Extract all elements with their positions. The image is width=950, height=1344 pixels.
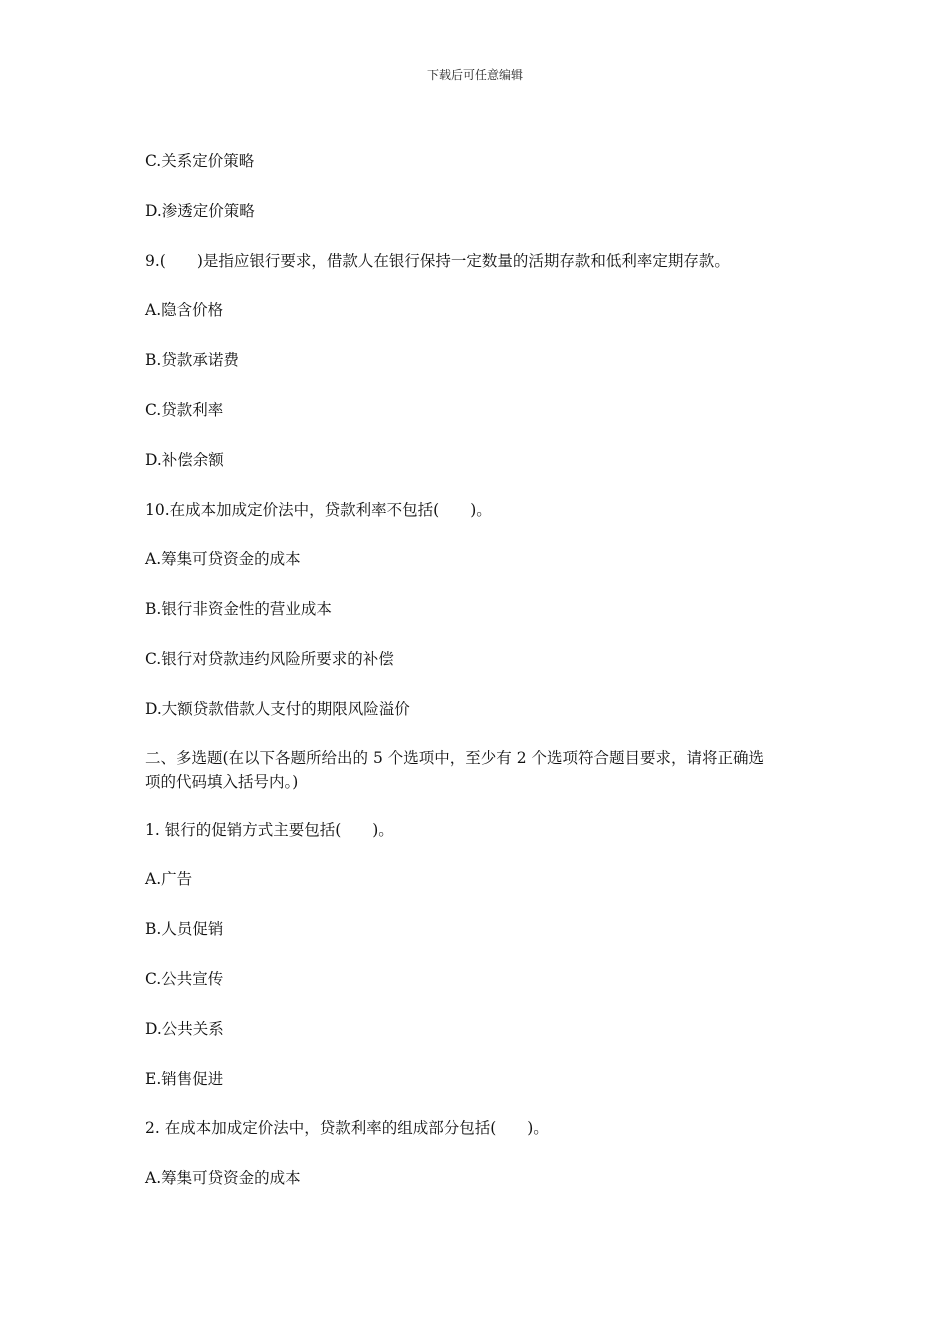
q9-option-a: A.隐含价格 <box>145 301 224 320</box>
q10-option-a: A.筹集可贷资金的成本 <box>145 550 301 569</box>
mc-q1-option-a: A.广告 <box>145 870 193 889</box>
mc-q1-option-b: B.人员促销 <box>145 920 224 939</box>
option-c-relationship-pricing: C.关系定价策略 <box>145 152 255 170</box>
question-9: 9.( )是指应银行要求，借款人在银行保持一定数量的活期存款和低利率定期存款。 <box>145 251 730 270</box>
mc-q1-option-c: C.公共宣传 <box>145 969 224 988</box>
question-10: 10.在成本加成定价法中，贷款利率不包括( )。 <box>145 500 492 519</box>
q9-option-b: B.贷款承诺费 <box>145 351 239 370</box>
mc-question-2: 2. 在成本加成定价法中，贷款利率的组成部分包括( )。 <box>145 1119 549 1138</box>
page-header: 下载后可任意编辑 <box>426 68 523 82</box>
mc-q1-option-d: D.公共关系 <box>145 1019 224 1038</box>
document-body <box>145 148 815 1215</box>
q10-option-d: D.大额贷款借款人支付的期限风险溢价 <box>145 699 410 718</box>
q9-option-c: C.贷款利率 <box>145 400 224 419</box>
section-heading-line-1: 二、多选题(在以下各题所给出的 5 个选项中，至少有 2 个选项符合题目要求，请将正确选 <box>145 748 764 767</box>
mc-q1-option-e: E.销售促进 <box>145 1069 224 1088</box>
section-heading-multiple-choice <box>145 746 815 794</box>
q10-option-c: C.银行对贷款违约风险所要求的补偿 <box>145 649 394 668</box>
q9-option-d: D.补偿余额 <box>145 450 224 469</box>
mc-q2-option-a: A.筹集可贷资金的成本 <box>145 1169 301 1188</box>
section-heading-line-2: 项的代码填入括号内。) <box>145 772 299 791</box>
q10-option-b: B.银行非资金性的营业成本 <box>145 600 332 619</box>
option-d-penetration-pricing: D.渗透定价策略 <box>145 201 255 220</box>
mc-question-1: 1. 银行的促销方式主要包括( )。 <box>145 820 394 839</box>
